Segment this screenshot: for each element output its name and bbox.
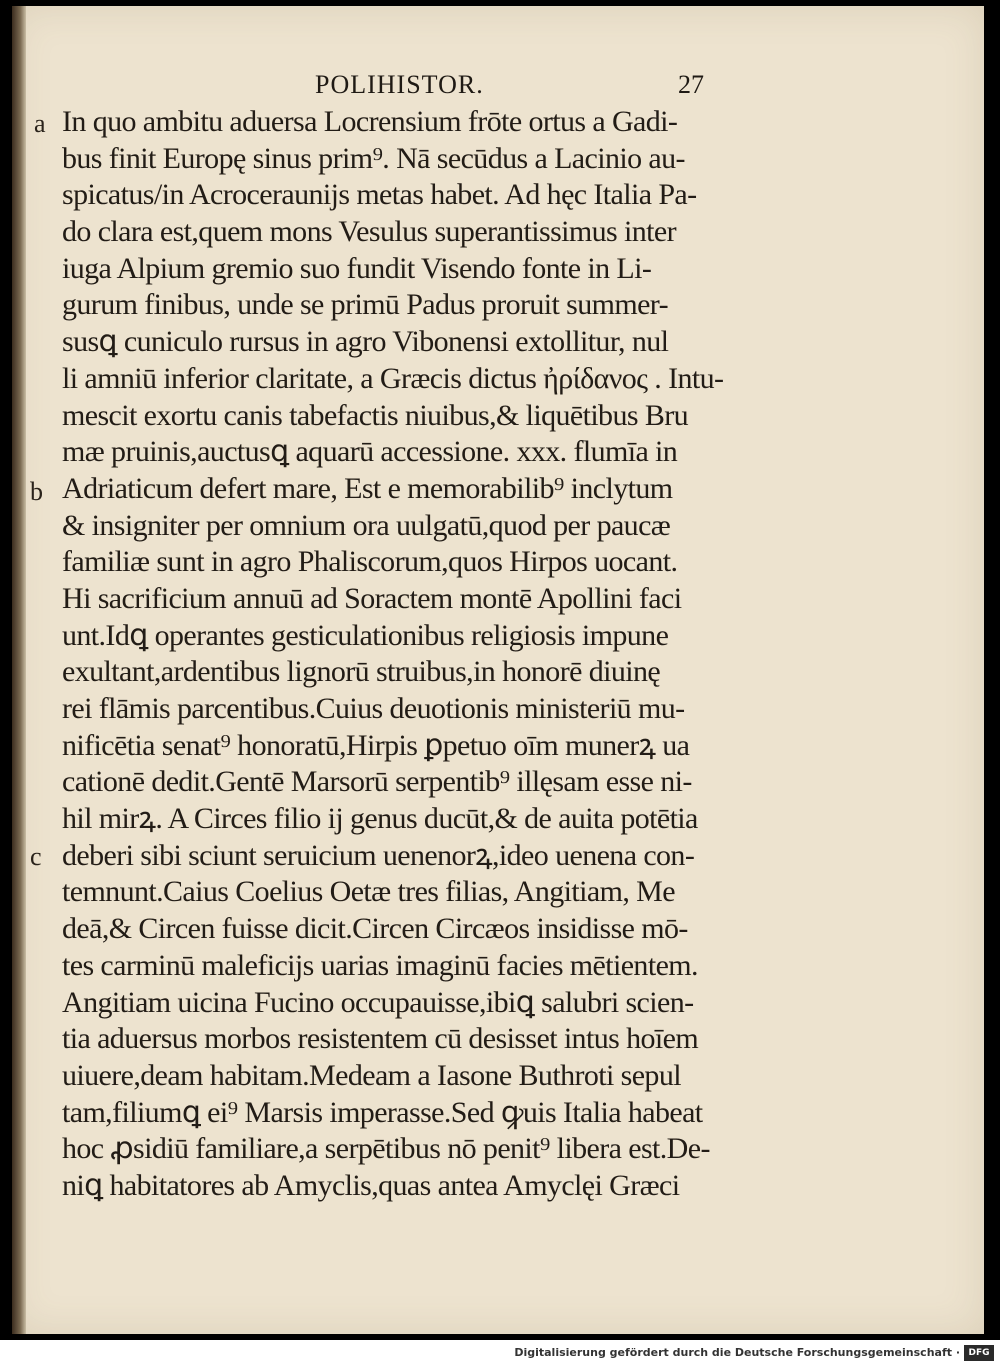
text-line: niꝗ habitatores ab Amyclis,quas antea Amyclęi Græci: [62, 1168, 680, 1202]
text-line: deā,& Circen fuisse dicit.Circen Circæos insidisse mō-: [62, 912, 688, 946]
margin-letter-a: a: [34, 109, 46, 138]
text-line: do clara est,quem mons Vesulus superantissimus inter: [62, 215, 676, 249]
funding-credit: Digitalisierung gefördert durch die Deutsche Forschungsgemeinschaft ·: [514, 1346, 960, 1359]
text-line: Angitiam uicina Fucino occupauisse,ibiꝗ salubri scien-: [62, 985, 694, 1019]
margin-letter-c: c: [30, 842, 42, 871]
text-line: hoc ꝓsidiū familiare,a serpētibus nō penit⁹ libera est.De-: [62, 1132, 710, 1166]
running-head: POLIHISTOR.: [315, 70, 484, 99]
text-line: iuga Alpium gremio suo fundit Visendo fonte in Li-: [62, 251, 652, 285]
text-line: Hi sacrificium annuū ad Soractem montē Apollini faci: [62, 581, 682, 615]
text-line: mæ pruinis,auctusꝗ aquarū accessione. xxx. flumīa in: [62, 435, 678, 469]
text-line: deberi sibi sciunt seruicium uenenorꝝ,ideo uenena con-: [62, 838, 695, 872]
margin-letter-b: b: [30, 477, 43, 506]
text-line: unt.Idꝗ operantes gesticulationibus religiosis impune: [62, 618, 669, 652]
text-line: cationē dedit.Gentē Marsorū serpentib⁹ illęsam esse ni-: [62, 765, 692, 799]
text-line: tam,filiumꝗ ei⁹ Marsis imperasse.Sed ꝙuis Italia habeat: [62, 1095, 703, 1129]
digitization-footer: [0, 1340, 1000, 1368]
text-line: exultant,ardentibus lignorū struibus,in honorē diuinę: [62, 655, 661, 689]
text-line: tia aduersus morbos resistentem cū desisset intus hoīem: [62, 1022, 699, 1056]
text-line: mescit exortu canis tabefactis niuibus,& liquētibus Bru: [62, 398, 689, 432]
text-line: li amniū inferior claritate, a Græcis dictus ἠρίδανος . Intu-: [62, 361, 724, 395]
text-line: familiæ sunt in agro Phaliscorum,quos Hirpos uocant.: [62, 545, 678, 579]
text-line: rei flāmis parcentibus.Cuius deuotionis ministeriū mu-: [62, 692, 685, 725]
text-line: tes carminū maleficijs uarias imaginū facies mētientem.: [62, 948, 698, 982]
body-text: [62, 104, 782, 1205]
page-number: 27: [678, 70, 704, 99]
dfg-logo: DFG: [964, 1345, 994, 1361]
text-line: & insigniter per omnium ora uulgatū,quod per paucæ: [62, 508, 671, 542]
text-line: bus finit Europę sinus prim⁹. Nā secūdus a Lacinio au-: [62, 141, 685, 175]
text-line: spicatus/in Acroceraunijs metas habet. Ad hęc Italia Pa-: [62, 178, 697, 212]
text-line: uiuere,deam habitam.Medeam a Iasone Buthroti sepul: [62, 1058, 681, 1092]
text-line: nificētia senat⁹ honoratū,Hirpis ꝑpetuo oīm munerꝝ ua: [62, 728, 690, 762]
text-line: In quo ambitu aduersa Locrensium frōte ortus a Gadi-: [62, 105, 678, 138]
text-line: temnunt.Caius Coelius Oetæ tres filias, Angitiam, Me: [62, 875, 675, 909]
text-line: susꝗ cuniculo rursus in agro Vibonensi extollitur, nul: [62, 325, 669, 359]
text-line: Adriaticum defert mare, Est e memorabilib⁹ inclytum: [62, 471, 673, 505]
page-binding-edge: [12, 6, 26, 1334]
text-line: hil mirꝝ. A Circes filio ij genus ducūt,& de auita potētia: [62, 802, 698, 836]
text-line: gurum finibus, unde se primū Padus proruit summer-: [62, 288, 668, 322]
